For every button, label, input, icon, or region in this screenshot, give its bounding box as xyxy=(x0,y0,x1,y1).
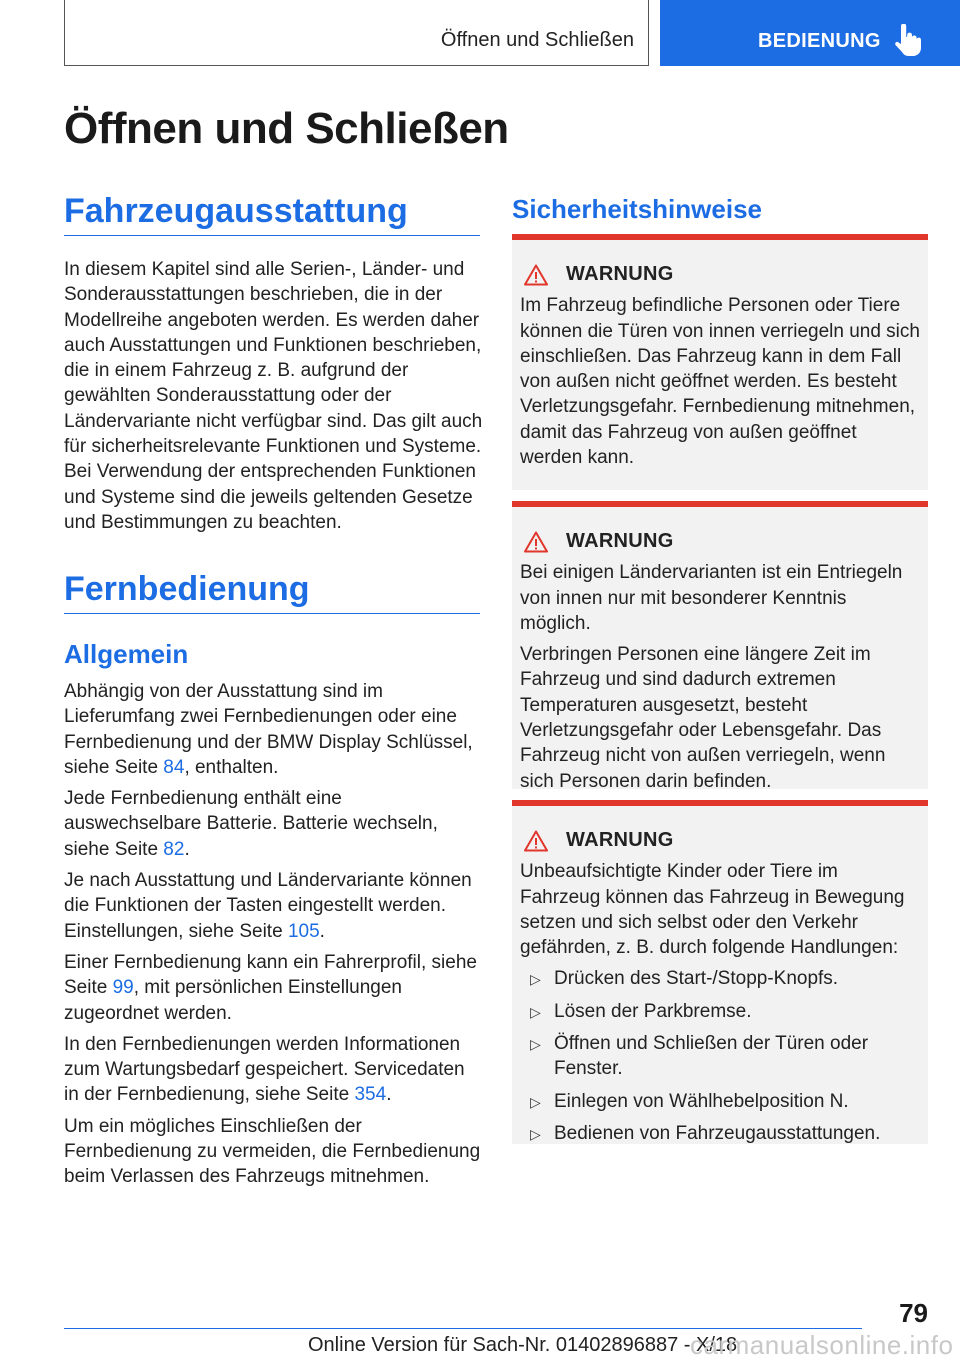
triangle-bullet-icon: ▷ xyxy=(530,1125,541,1142)
warning-action-list xyxy=(520,966,920,1146)
fahrzeugausstattung-text xyxy=(64,257,484,541)
triangle-bullet-icon: ▷ xyxy=(530,1003,541,1020)
list-item: ▷ Drücken des Start-/Stopp-Knopfs. xyxy=(520,966,920,991)
header-section-title: Öffnen und Schließen xyxy=(440,29,634,51)
paragraph-batterie: Jede Fernbedienung enthält eine auswechselbare Batterie. Batterie wechseln, siehe Seite 82. xyxy=(64,788,438,860)
paragraph-einschliessen: Um ein mögliches Einschließen der Fernbedienung zu vermeiden, die Fernbedienung beim Verlassen des Fahrzeugs mitnehmen. xyxy=(64,1115,481,1188)
list-item: ▷ Lösen der Parkbremse. xyxy=(520,999,920,1024)
warning-triangle-icon xyxy=(524,830,548,852)
list-item: ▷ Bedienen von Fahrzeugausstattungen. xyxy=(520,1121,920,1146)
fahrzeugausstattung-paragraph: In diesem Kapitel sind alle Serien-, Länder- und Sonderausstattungen beschrieben, die in der Modellreihe angeboten werden. Es werden daher auch Ausstattungen und Funktionen beschrieben, die in einem Fahrzeug z. B. aufgrund der gewählten Sonderausstattung oder der Ländervariante nicht verfügbar sind. Das gilt auch für sicherheitsrelevante Funktionen und Systeme. Bei Verwendung der entsprechenden Funktionen und Systeme sind die jeweils geltenden Gesetze und Bestimmungen zu beachten. xyxy=(64,259,483,533)
page-link-105[interactable]: 105 xyxy=(287,920,320,942)
warning-header xyxy=(524,262,920,287)
header-chapter-label: BEDIENUNG xyxy=(758,30,881,52)
page-link-82[interactable]: 82 xyxy=(163,838,185,860)
footer-divider xyxy=(64,1328,862,1329)
allgemein-text xyxy=(64,679,484,1196)
warning-text: Im Fahrzeug befindliche Personen oder Tiere können die Türen von innen verriegeln und sich einschließen. Das Fahrzeug kann in dem Fall von außen nicht geöffnet werden. Es besteht Verletzungsgefahr. Fernbedienung mitnehmen, damit das Fahrzeug von außen geöffnet werden kann. xyxy=(520,295,920,469)
list-item: ▷ Öffnen und Schließen der Türen oder Fenster. xyxy=(530,1033,869,1080)
list-item: ▷ Einlegen von Wählhebelposition N. xyxy=(520,1089,920,1114)
triangle-bullet-icon: ▷ xyxy=(530,1036,541,1053)
warning-box-3 xyxy=(512,800,928,1144)
footer-watermark: carmanualsonline.info xyxy=(690,1330,954,1360)
warning-text: Verbringen Personen eine längere Zeit im Fahrzeug und sind dadurch extremen Temperaturen ausgesetzt, besteht Verletzungsgefahr oder Lebensgefahr. Das Fahrzeug nicht von außen verriegeln, wenn sich Personen darin befinden. xyxy=(520,644,886,792)
triangle-bullet-icon: ▷ xyxy=(530,1093,541,1110)
heading-fernbedienung: Fernbedienung xyxy=(64,570,480,614)
footer-online-version: Online Version für Sach-Nr. 01402896887 - X/18 xyxy=(308,1334,738,1356)
page-link-99[interactable]: 99 xyxy=(112,977,134,999)
triangle-bullet-icon: ▷ xyxy=(530,971,541,988)
paragraph-tasten: Je nach Ausstattung und Ländervariante können die Funktionen der Tasten eingestellt werden. Einstellungen, siehe Seite 105. xyxy=(64,870,472,942)
paragraph-lieferumfang: Abhängig von der Ausstattung sind im Lieferumfang zwei Fernbedienungen oder eine Fernbedienung und der BMW Display Schlüssel, siehe Seite 84, enthalten. xyxy=(64,681,473,778)
paragraph-wartung: In den Fernbedienungen werden Informationen zum Wartungsbedarf gespeichert. Servicedaten in der Fernbedienung, siehe Seite 354. xyxy=(64,1033,465,1106)
warning-triangle-icon xyxy=(524,264,548,286)
warning-label: WARNUNG xyxy=(566,263,674,285)
heading-fahrzeugausstattung: Fahrzeugausstattung xyxy=(64,192,480,236)
warning-text: Bei einigen Ländervarianten ist ein Entriegeln von innen nur mit besonderer Kenntnis möglich. xyxy=(520,562,903,634)
header-chapter-tab xyxy=(660,0,960,66)
page-link-354[interactable]: 354 xyxy=(354,1084,387,1106)
page-link-84[interactable]: 84 xyxy=(163,756,185,778)
page-title: Öffnen und Schließen xyxy=(64,104,509,153)
warning-header xyxy=(524,529,920,554)
warning-text: Unbeaufsichtigte Kinder oder Tiere im Fahrzeug können das Fahrzeug in Bewegung setzen und sich selbst oder den Verkehr gefährden, z. B. durch folgende Handlungen: xyxy=(520,861,905,959)
warning-box-2 xyxy=(512,501,928,792)
hand-pointer-icon xyxy=(892,24,922,56)
warning-label: WARNUNG xyxy=(566,530,674,552)
heading-allgemein: Allgemein xyxy=(64,639,189,669)
paragraph-fahrerprofil: Einer Fernbedienung kann ein Fahrerprofil, siehe Seite 99, mit persönlichen Einstellungen zugeordnet werden. xyxy=(64,951,477,1024)
warning-header xyxy=(524,828,920,853)
heading-sicherheitshinweise: Sicherheitshinweise xyxy=(512,194,762,224)
header-section-box xyxy=(64,0,649,66)
warning-label: WARNUNG xyxy=(566,829,674,851)
warning-box-1 xyxy=(512,234,928,490)
page-number: 79 xyxy=(899,1298,928,1328)
warning-triangle-icon xyxy=(524,531,548,553)
